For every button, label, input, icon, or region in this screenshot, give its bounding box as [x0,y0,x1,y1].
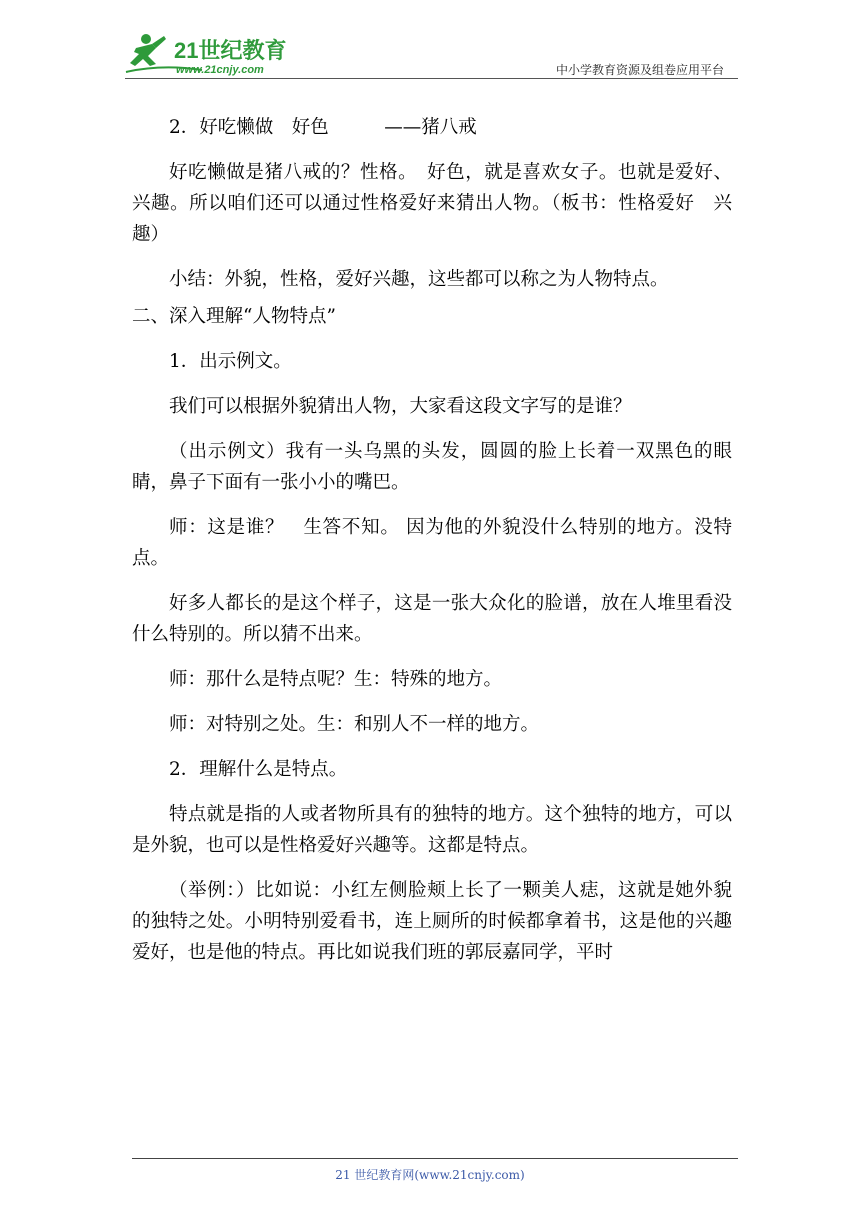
document-body [132,112,732,982]
header-divider [125,78,738,79]
paragraph: （举例：）比如说：小红左侧脸颊上长了一颗美人痣，这就是她外貌的独特之处。小明特别爱看书，连上厕所的时候都拿着书，这是他的兴趣爱好，也是他的特点。再比如说我们班的郭辰嘉同学，平时 [132,880,732,963]
paragraph: 小结：外貌，性格，爱好兴趣，这些都可以称之为人物特点。 [169,269,669,290]
logo-url: www.21cnjy.com [176,64,264,76]
footer-divider [132,1158,738,1159]
page-header [0,0,860,80]
paragraph: 1．出示例文。 [169,351,292,372]
section-heading: 二、深入理解“人物特点” [132,306,336,327]
paragraph: （出示例文）我有一头乌黑的头发，圆圆的脸上长着一双黑色的眼睛，鼻子下面有一张小小的嘴巴。 [132,441,732,493]
paragraph: 2．好吃懒做 好色 ——猪八戒 [169,117,477,138]
paragraph: 师：那什么是特点呢？生：特殊的地方。 [169,669,503,690]
paragraph: 好吃懒做是猪八戒的？性格。 好色，就是喜欢女子。也就是爱好、兴趣。所以咱们还可以通过性格爱好来猜出人物。（板书：性格爱好 兴趣） [132,162,732,245]
header-tagline: 中小学教育资源及组卷应用平台 [555,63,724,77]
paragraph: 2．理解什么是特点。 [169,759,348,780]
paragraph: 师：这是谁？ 生答不知。 因为他的外貌没什么特别的地方。没特点。 [132,517,732,569]
paragraph: 师：对特别之处。生：和别人不一样的地方。 [169,714,540,735]
footer-text[interactable]: 21 世纪教育网(www.21cnjy.com) [335,1168,525,1182]
paragraph: 特点就是指的人或者物所具有的独特的地方。这个独特的地方，可以是外貌，也可以是性格爱好兴趣等。这都是特点。 [132,804,732,856]
paragraph: 我们可以根据外貌猜出人物，大家看这段文字写的是谁？ [169,396,632,417]
logo-21cnjy [122,30,292,80]
runner-icon [130,34,166,66]
paragraph: 好多人都长的是这个样子，这是一张大众化的脸谱，放在人堆里看没什么特别的。所以猜不出来。 [132,593,732,645]
logo-text: 21世纪教育 [174,38,287,63]
